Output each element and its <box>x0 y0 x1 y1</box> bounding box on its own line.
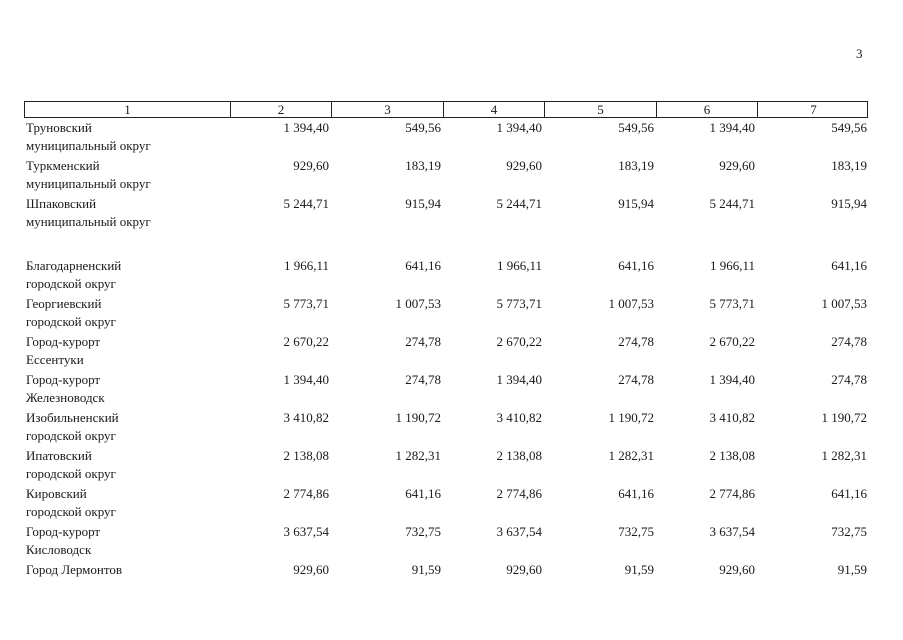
table-cell: 5 773,71 <box>496 296 542 311</box>
table-cell: 183,19 <box>831 158 867 173</box>
table-cell: 1 394,40 <box>496 372 542 387</box>
table-header-row <box>24 101 868 118</box>
table-cell: 2 138,08 <box>283 448 329 463</box>
table-cell: 2 670,22 <box>496 334 542 349</box>
table-cell: 929,60 <box>506 158 542 173</box>
table-cell: 1 394,40 <box>283 372 329 387</box>
row-name-line2: городской округ <box>26 276 116 291</box>
table-cell: 274,78 <box>405 372 441 387</box>
column-header: 6 <box>656 102 757 117</box>
row-name <box>24 409 229 445</box>
row-name-line2: городской округ <box>26 428 116 443</box>
column-header: 4 <box>443 102 544 117</box>
table-row <box>24 409 868 445</box>
table-cell: 5 244,71 <box>496 196 542 211</box>
table-cell: 1 007,53 <box>821 296 867 311</box>
row-name-line1: Ипатовский <box>26 448 92 463</box>
table-row <box>24 523 868 559</box>
table-cell: 641,16 <box>831 486 867 501</box>
column-header: 3 <box>331 102 443 117</box>
table-cell: 1 190,72 <box>395 410 441 425</box>
table-cell: 641,16 <box>618 486 654 501</box>
row-name-line2: Ессентуки <box>26 352 84 367</box>
table-row <box>24 295 868 331</box>
table-cell: 1 394,40 <box>496 120 542 135</box>
row-name <box>24 295 229 331</box>
table-row <box>24 371 868 407</box>
row-name-line1: Город Лермонтов <box>26 562 122 577</box>
row-name <box>24 195 229 231</box>
table-cell: 5 244,71 <box>283 196 329 211</box>
table-cell: 1 394,40 <box>709 372 755 387</box>
table-cell: 5 773,71 <box>283 296 329 311</box>
table-cell: 3 410,82 <box>709 410 755 425</box>
table-cell: 2 670,22 <box>709 334 755 349</box>
table-cell: 2 138,08 <box>496 448 542 463</box>
table-cell: 929,60 <box>293 562 329 577</box>
table-cell: 929,60 <box>293 158 329 173</box>
page-number: 3 <box>856 46 863 61</box>
table-cell: 1 007,53 <box>395 296 441 311</box>
row-name <box>24 257 229 293</box>
table-cell: 1 394,40 <box>709 120 755 135</box>
table-cell: 3 637,54 <box>283 524 329 539</box>
table-cell: 929,60 <box>719 562 755 577</box>
row-name-line1: Георгиевский <box>26 296 102 311</box>
table-cell: 5 244,71 <box>709 196 755 211</box>
row-name-line2: городской округ <box>26 504 116 519</box>
table-row <box>24 195 868 231</box>
table-cell: 1 007,53 <box>608 296 654 311</box>
table-cell: 2 774,86 <box>709 486 755 501</box>
table-row <box>24 157 868 193</box>
table-row <box>24 485 868 521</box>
table-cell: 3 410,82 <box>496 410 542 425</box>
table-row <box>24 447 868 483</box>
table-cell: 3 410,82 <box>283 410 329 425</box>
row-name <box>24 523 229 559</box>
table-cell: 1 966,11 <box>496 258 542 273</box>
row-name-line1: Шпаковский <box>26 196 97 211</box>
row-name-line2: Железноводск <box>26 390 105 405</box>
table-cell: 915,94 <box>618 196 654 211</box>
row-name <box>24 485 229 521</box>
table-cell: 91,59 <box>837 562 867 577</box>
column-header: 7 <box>757 102 869 117</box>
table-cell: 274,78 <box>618 334 654 349</box>
table-cell: 183,19 <box>405 158 441 173</box>
row-name-line1: Город-курорт <box>26 372 101 387</box>
row-name-line2: муниципальный округ <box>26 176 151 191</box>
table-cell: 274,78 <box>831 372 867 387</box>
table-cell: 91,59 <box>624 562 654 577</box>
table-cell: 1 190,72 <box>821 410 867 425</box>
row-name-line1: Город-курорт <box>26 524 101 539</box>
table-cell: 1 966,11 <box>283 258 329 273</box>
table-cell: 183,19 <box>618 158 654 173</box>
row-name-line1: Благодарненский <box>26 258 122 273</box>
row-name <box>24 119 229 155</box>
row-name <box>24 333 229 369</box>
data-table <box>24 101 868 577</box>
table-cell: 641,16 <box>405 258 441 273</box>
row-name <box>24 561 229 579</box>
row-name-line2: городской округ <box>26 314 116 329</box>
table-cell: 91,59 <box>411 562 441 577</box>
table-row <box>24 333 868 369</box>
table-cell: 1 282,31 <box>608 448 654 463</box>
table-cell: 929,60 <box>719 158 755 173</box>
column-header: 1 <box>124 102 131 117</box>
table-cell: 1 966,11 <box>709 258 755 273</box>
table-cell: 929,60 <box>506 562 542 577</box>
table-cell: 274,78 <box>618 372 654 387</box>
table-cell: 915,94 <box>831 196 867 211</box>
table-cell: 549,56 <box>405 120 441 135</box>
table-cell: 641,16 <box>405 486 441 501</box>
table-cell: 2 774,86 <box>283 486 329 501</box>
table-cell: 641,16 <box>618 258 654 273</box>
row-name-line1: Кировский <box>26 486 87 501</box>
row-name <box>24 157 229 193</box>
row-name-line1: Изобильненский <box>26 410 119 425</box>
table-cell: 549,56 <box>831 120 867 135</box>
row-name-line2: муниципальный округ <box>26 138 151 153</box>
table-row <box>24 257 868 293</box>
table-cell: 1 282,31 <box>395 448 441 463</box>
row-name-line1: Туркменский <box>26 158 100 173</box>
table-cell: 732,75 <box>405 524 441 539</box>
row-name-line2: муниципальный округ <box>26 214 151 229</box>
row-name-line1: Труновский <box>26 120 92 135</box>
table-cell: 2 774,86 <box>496 486 542 501</box>
table-cell: 1 394,40 <box>283 120 329 135</box>
row-name-line2: городской округ <box>26 466 116 481</box>
column-header: 2 <box>230 102 331 117</box>
table-cell: 1 282,31 <box>821 448 867 463</box>
table-cell: 274,78 <box>405 334 441 349</box>
table-cell: 274,78 <box>831 334 867 349</box>
row-name <box>24 371 229 407</box>
table-row <box>24 561 868 579</box>
row-name-line1: Город-курорт <box>26 334 101 349</box>
table-cell: 3 637,54 <box>709 524 755 539</box>
table-cell: 5 773,71 <box>709 296 755 311</box>
table-cell: 3 637,54 <box>496 524 542 539</box>
row-name-line2: Кисловодск <box>26 542 92 557</box>
table-cell: 549,56 <box>618 120 654 135</box>
table-cell: 915,94 <box>405 196 441 211</box>
table-cell: 1 190,72 <box>608 410 654 425</box>
table-cell: 732,75 <box>618 524 654 539</box>
table-cell: 641,16 <box>831 258 867 273</box>
row-name <box>24 447 229 483</box>
column-header: 5 <box>544 102 656 117</box>
table-cell: 2 138,08 <box>709 448 755 463</box>
table-row <box>24 119 868 155</box>
table-cell: 732,75 <box>831 524 867 539</box>
table-cell: 2 670,22 <box>283 334 329 349</box>
